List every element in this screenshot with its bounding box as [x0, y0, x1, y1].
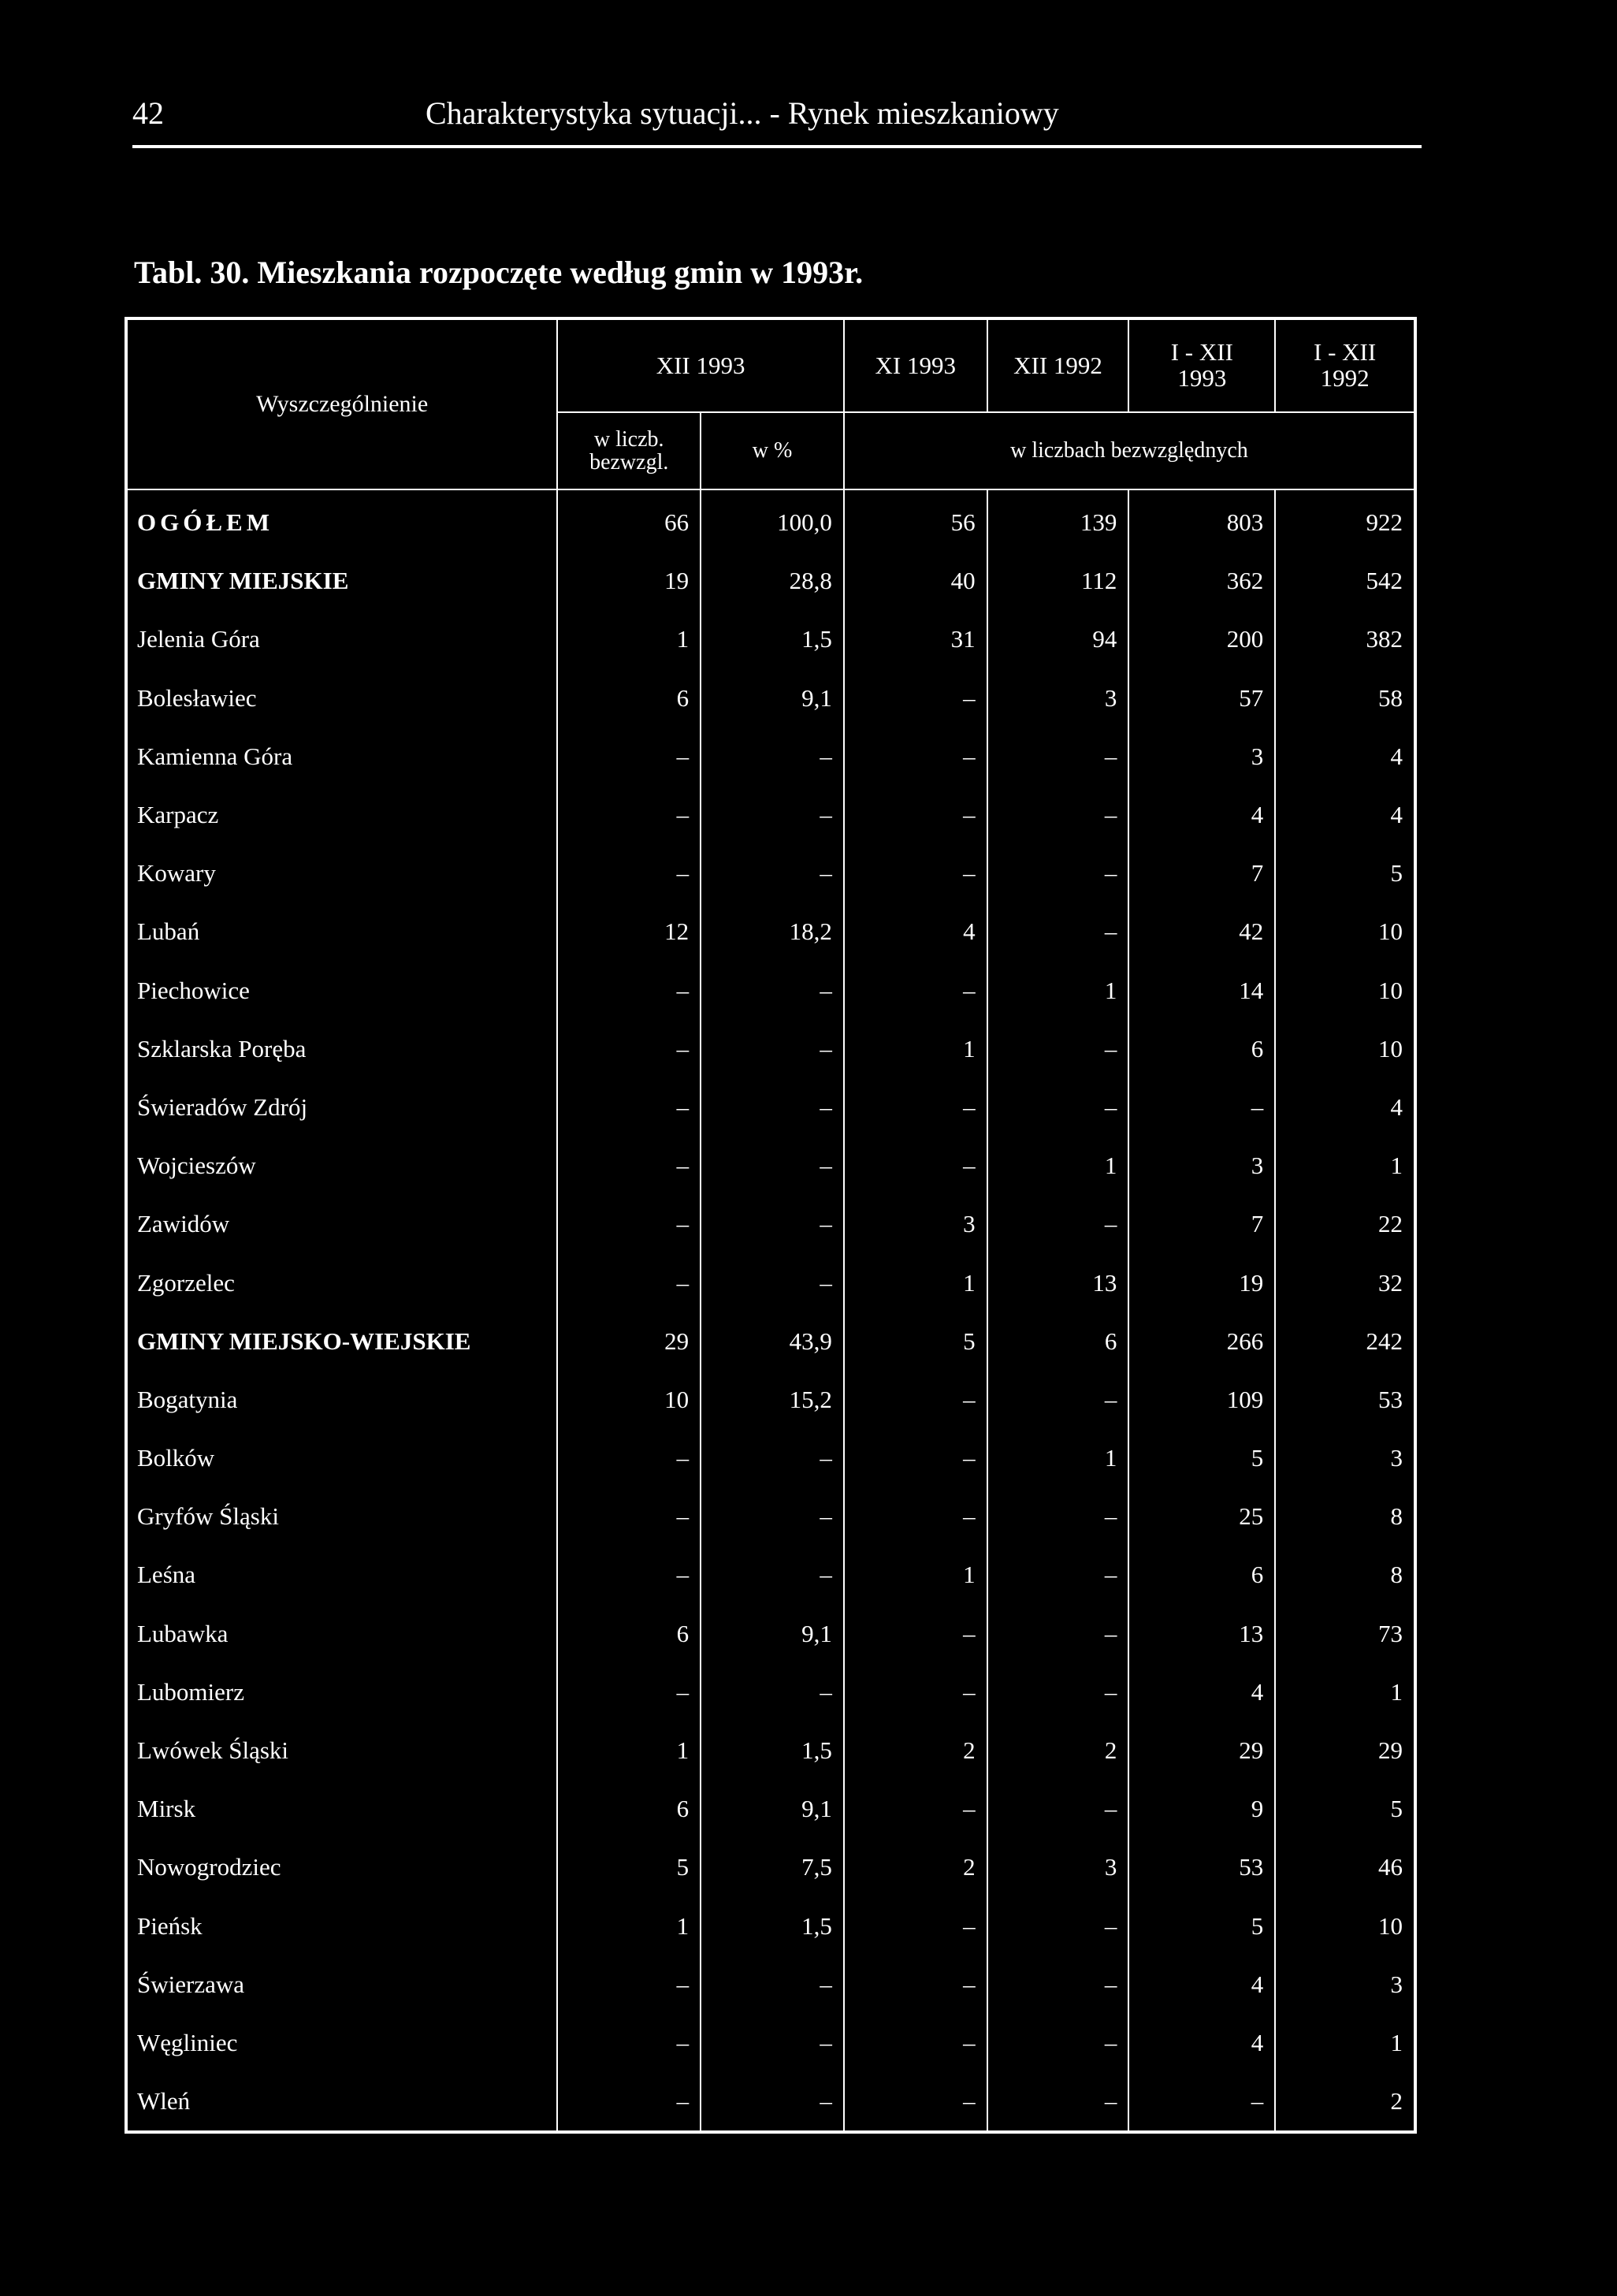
- cell-c3: –: [844, 669, 987, 728]
- cell-c5: 4: [1128, 2014, 1275, 2072]
- cell-c6: 73: [1275, 1605, 1415, 1663]
- cell-c4: –: [987, 728, 1129, 786]
- cell-c1: 12: [557, 902, 701, 961]
- row-label: Jelenia Góra: [126, 610, 557, 668]
- table-row: [126, 902, 1415, 961]
- cell-c5: 6: [1128, 1546, 1275, 1604]
- cell-c1: –: [557, 1078, 701, 1137]
- cell-c4: –: [987, 1605, 1129, 1663]
- cell-c3: 2: [844, 1721, 987, 1780]
- cell-c5: 266: [1128, 1312, 1275, 1371]
- cell-c4: 112: [987, 552, 1129, 610]
- row-label: Bolesławiec: [126, 669, 557, 728]
- cell-c6: 5: [1275, 1780, 1415, 1838]
- row-label: Wleń: [126, 2072, 557, 2132]
- row-label: Świerzawa: [126, 1956, 557, 2014]
- row-label: Lubań: [126, 902, 557, 961]
- cell-c5: 13: [1128, 1605, 1275, 1663]
- row-label: GMINY MIEJSKO-WIEJSKIE: [126, 1312, 557, 1371]
- cell-c6: 3: [1275, 1956, 1415, 2014]
- cell-c5: 14: [1128, 962, 1275, 1020]
- running-title: Charakterystyka sytuacji... - Rynek mieszkaniowy: [426, 95, 1059, 131]
- row-label: Bogatynia: [126, 1371, 557, 1429]
- cell-c6: 58: [1275, 669, 1415, 728]
- cell-c6: 4: [1275, 786, 1415, 844]
- cell-c4: –: [987, 786, 1129, 844]
- cell-c3: –: [844, 1663, 987, 1721]
- cell-c6: 922: [1275, 489, 1415, 552]
- header-label-column: Wyszczególnienie: [126, 318, 557, 489]
- row-label: Karpacz: [126, 786, 557, 844]
- cell-c1: –: [557, 962, 701, 1020]
- cell-c2: 28,8: [701, 552, 844, 610]
- cell-c4: 2: [987, 1721, 1129, 1780]
- cell-c2: –: [701, 1078, 844, 1137]
- cell-c3: –: [844, 1137, 987, 1195]
- cell-c2: –: [701, 1663, 844, 1721]
- table-row: [126, 1253, 1415, 1312]
- cell-c6: 46: [1275, 1838, 1415, 1896]
- cell-c3: 40: [844, 552, 987, 610]
- row-label: Bolków: [126, 1429, 557, 1487]
- cell-c6: 3: [1275, 1429, 1415, 1487]
- cell-c4: 139: [987, 489, 1129, 552]
- cell-c6: 5: [1275, 844, 1415, 902]
- cell-c4: 1: [987, 1137, 1129, 1195]
- cell-c1: –: [557, 1956, 701, 2014]
- row-label: Lwówek Śląski: [126, 1721, 557, 1780]
- cell-c6: 8: [1275, 1487, 1415, 1546]
- cell-c4: –: [987, 1020, 1129, 1078]
- cell-c1: –: [557, 844, 701, 902]
- cell-c1: 19: [557, 552, 701, 610]
- table-row: [126, 1780, 1415, 1838]
- cell-c3: –: [844, 1780, 987, 1838]
- table-row: [126, 844, 1415, 902]
- cell-c3: 1: [844, 1546, 987, 1604]
- header-i-xii-1993-line1: I - XII: [1170, 338, 1233, 367]
- cell-c1: 1: [557, 610, 701, 668]
- cell-c2: 1,5: [701, 1897, 844, 1956]
- header-absolute-line1: w liczb.: [593, 426, 664, 452]
- cell-c1: 1: [557, 1897, 701, 1956]
- cell-c2: 18,2: [701, 902, 844, 961]
- cell-c5: 4: [1128, 1956, 1275, 2014]
- table-row: [126, 1429, 1415, 1487]
- cell-c5: 7: [1128, 844, 1275, 902]
- cell-c3: –: [844, 962, 987, 1020]
- header-i-xii-1992-line2: 1992: [1320, 364, 1370, 392]
- cell-c1: 29: [557, 1312, 701, 1371]
- cell-c5: 57: [1128, 669, 1275, 728]
- cell-c6: 32: [1275, 1253, 1415, 1312]
- table-row: [126, 1078, 1415, 1137]
- table-row: [126, 2072, 1415, 2132]
- cell-c1: –: [557, 1020, 701, 1078]
- cell-c6: 1: [1275, 1137, 1415, 1195]
- cell-c2: 15,2: [701, 1371, 844, 1429]
- cell-c5: 25: [1128, 1487, 1275, 1546]
- cell-c2: –: [701, 1956, 844, 2014]
- table-row: [126, 1195, 1415, 1253]
- cell-c5: –: [1128, 1078, 1275, 1137]
- cell-c4: –: [987, 1078, 1129, 1137]
- cell-c4: –: [987, 1897, 1129, 1956]
- cell-c2: 1,5: [701, 610, 844, 668]
- cell-c6: 10: [1275, 962, 1415, 1020]
- cell-c1: 10: [557, 1371, 701, 1429]
- row-label: Szklarska Poręba: [126, 1020, 557, 1078]
- cell-c2: 1,5: [701, 1721, 844, 1780]
- cell-c2: 43,9: [701, 1312, 844, 1371]
- cell-c1: 66: [557, 489, 701, 552]
- cell-c2: 100,0: [701, 489, 844, 552]
- cell-c5: 9: [1128, 1780, 1275, 1838]
- cell-c5: 4: [1128, 1663, 1275, 1721]
- cell-c6: 29: [1275, 1721, 1415, 1780]
- cell-c1: 6: [557, 669, 701, 728]
- cell-c3: 2: [844, 1838, 987, 1896]
- header-xii-1992: XII 1992: [987, 318, 1129, 412]
- table-row: [126, 728, 1415, 786]
- cell-c5: 53: [1128, 1838, 1275, 1896]
- cell-c2: –: [701, 1546, 844, 1604]
- cell-c1: 5: [557, 1838, 701, 1896]
- cell-c3: 4: [844, 902, 987, 961]
- table-row: [126, 2014, 1415, 2072]
- cell-c3: –: [844, 1371, 987, 1429]
- cell-c4: –: [987, 2072, 1129, 2132]
- cell-c5: 29: [1128, 1721, 1275, 1780]
- cell-c4: –: [987, 902, 1129, 961]
- cell-c2: 9,1: [701, 1780, 844, 1838]
- row-label: Piechowice: [126, 962, 557, 1020]
- table-row: [126, 1897, 1415, 1956]
- cell-c1: –: [557, 1487, 701, 1546]
- cell-c4: 1: [987, 1429, 1129, 1487]
- cell-c4: –: [987, 1195, 1129, 1253]
- housing-starts-table: [125, 317, 1417, 2134]
- cell-c1: –: [557, 2014, 701, 2072]
- cell-c6: 1: [1275, 1663, 1415, 1721]
- header-xii-1993: XII 1993: [557, 318, 844, 412]
- table-row: [126, 610, 1415, 668]
- cell-c5: –: [1128, 2072, 1275, 2132]
- header-i-xii-1992: [1275, 318, 1415, 412]
- row-label: Kowary: [126, 844, 557, 902]
- cell-c6: 542: [1275, 552, 1415, 610]
- cell-c1: –: [557, 1195, 701, 1253]
- cell-c4: –: [987, 1956, 1129, 2014]
- row-label: Świeradów Zdrój: [126, 1078, 557, 1137]
- cell-c1: –: [557, 1546, 701, 1604]
- cell-c5: 5: [1128, 1897, 1275, 1956]
- header-i-xii-1993-line2: 1993: [1177, 364, 1227, 392]
- cell-c2: 9,1: [701, 1605, 844, 1663]
- table-row: [126, 1371, 1415, 1429]
- cell-c3: –: [844, 1897, 987, 1956]
- cell-c5: 6: [1128, 1020, 1275, 1078]
- table-row: [126, 1487, 1415, 1546]
- header-xi-1993: XI 1993: [844, 318, 987, 412]
- cell-c5: 803: [1128, 489, 1275, 552]
- cell-c3: –: [844, 844, 987, 902]
- cell-c5: 200: [1128, 610, 1275, 668]
- cell-c4: 94: [987, 610, 1129, 668]
- cell-c4: –: [987, 1663, 1129, 1721]
- cell-c1: –: [557, 1663, 701, 1721]
- cell-c3: 1: [844, 1253, 987, 1312]
- row-label: Gryfów Śląski: [126, 1487, 557, 1546]
- cell-c2: –: [701, 786, 844, 844]
- cell-c6: 10: [1275, 902, 1415, 961]
- table-body: [126, 489, 1415, 2132]
- row-label: Mirsk: [126, 1780, 557, 1838]
- cell-c4: 3: [987, 669, 1129, 728]
- cell-c1: –: [557, 1253, 701, 1312]
- cell-c3: –: [844, 1429, 987, 1487]
- cell-c6: 2: [1275, 2072, 1415, 2132]
- cell-c4: –: [987, 1487, 1129, 1546]
- cell-c6: 53: [1275, 1371, 1415, 1429]
- cell-c1: –: [557, 728, 701, 786]
- cell-c2: –: [701, 1195, 844, 1253]
- cell-c6: 242: [1275, 1312, 1415, 1371]
- cell-c5: 3: [1128, 1137, 1275, 1195]
- cell-c2: –: [701, 2014, 844, 2072]
- cell-c3: –: [844, 786, 987, 844]
- cell-c2: –: [701, 2072, 844, 2132]
- cell-c3: –: [844, 2014, 987, 2072]
- cell-c5: 362: [1128, 552, 1275, 610]
- table-row: [126, 1020, 1415, 1078]
- table-row: [126, 962, 1415, 1020]
- cell-c3: 31: [844, 610, 987, 668]
- cell-c3: 3: [844, 1195, 987, 1253]
- cell-c2: –: [701, 1429, 844, 1487]
- cell-c3: –: [844, 1605, 987, 1663]
- cell-c6: 382: [1275, 610, 1415, 668]
- cell-c4: 6: [987, 1312, 1129, 1371]
- cell-c2: –: [701, 728, 844, 786]
- cell-c6: 1: [1275, 2014, 1415, 2072]
- cell-c6: 10: [1275, 1897, 1415, 1956]
- cell-c3: 5: [844, 1312, 987, 1371]
- row-label: GMINY MIEJSKIE: [126, 552, 557, 610]
- cell-c2: –: [701, 962, 844, 1020]
- table-row: [126, 552, 1415, 610]
- row-label: Lubawka: [126, 1605, 557, 1663]
- header-i-xii-1992-line1: I - XII: [1314, 338, 1377, 367]
- table-row: [126, 489, 1415, 552]
- cell-c1: –: [557, 786, 701, 844]
- table-row: [126, 1312, 1415, 1371]
- table-row: [126, 669, 1415, 728]
- cell-c3: –: [844, 728, 987, 786]
- cell-c1: –: [557, 2072, 701, 2132]
- table-row: [126, 1721, 1415, 1780]
- cell-c3: 56: [844, 489, 987, 552]
- cell-c2: –: [701, 844, 844, 902]
- cell-c4: –: [987, 1780, 1129, 1838]
- page-header: [132, 88, 1422, 148]
- cell-c5: 42: [1128, 902, 1275, 961]
- cell-c4: –: [987, 1371, 1129, 1429]
- table-row: [126, 1137, 1415, 1195]
- cell-c3: –: [844, 1956, 987, 2014]
- cell-c5: 109: [1128, 1371, 1275, 1429]
- table-row: [126, 1663, 1415, 1721]
- cell-c5: 5: [1128, 1429, 1275, 1487]
- cell-c6: 4: [1275, 728, 1415, 786]
- cell-c3: –: [844, 2072, 987, 2132]
- cell-c2: 9,1: [701, 669, 844, 728]
- row-label: Węgliniec: [126, 2014, 557, 2072]
- cell-c4: –: [987, 844, 1129, 902]
- table-title: Tabl. 30. Mieszkania rozpoczęte według gmin w 1993r.: [134, 255, 864, 290]
- table-row: [126, 1546, 1415, 1604]
- cell-c5: 3: [1128, 728, 1275, 786]
- table-row: [126, 786, 1415, 844]
- row-label: Zawidów: [126, 1195, 557, 1253]
- cell-c6: 4: [1275, 1078, 1415, 1137]
- cell-c5: 4: [1128, 786, 1275, 844]
- header-absolute-numbers: [557, 412, 701, 489]
- row-label: Wojcieszów: [126, 1137, 557, 1195]
- cell-c1: 1: [557, 1721, 701, 1780]
- cell-c4: 3: [987, 1838, 1129, 1896]
- cell-c1: 6: [557, 1780, 701, 1838]
- cell-c4: –: [987, 1546, 1129, 1604]
- cell-c4: 13: [987, 1253, 1129, 1312]
- table-row: [126, 1956, 1415, 2014]
- cell-c3: 1: [844, 1020, 987, 1078]
- cell-c2: –: [701, 1137, 844, 1195]
- cell-c1: 6: [557, 1605, 701, 1663]
- header-absolute-line2: bezwzgl.: [589, 450, 669, 474]
- row-label: Nowogrodziec: [126, 1838, 557, 1896]
- header-i-xii-1993: [1128, 318, 1275, 412]
- table-row: [126, 1605, 1415, 1663]
- row-label: Pieńsk: [126, 1897, 557, 1956]
- cell-c6: 8: [1275, 1546, 1415, 1604]
- cell-c5: 19: [1128, 1253, 1275, 1312]
- header-absolute-group: w liczbach bezwzględnych: [844, 412, 1415, 489]
- cell-c4: –: [987, 2014, 1129, 2072]
- cell-c2: –: [701, 1020, 844, 1078]
- cell-c2: –: [701, 1253, 844, 1312]
- cell-c1: –: [557, 1137, 701, 1195]
- row-label: Lubomierz: [126, 1663, 557, 1721]
- cell-c5: 7: [1128, 1195, 1275, 1253]
- cell-c4: 1: [987, 962, 1129, 1020]
- row-label: Leśna: [126, 1546, 557, 1604]
- row-label: OGÓŁEM: [126, 489, 557, 552]
- cell-c3: –: [844, 1487, 987, 1546]
- cell-c3: –: [844, 1078, 987, 1137]
- cell-c2: 7,5: [701, 1838, 844, 1896]
- cell-c6: 22: [1275, 1195, 1415, 1253]
- row-label: Kamienna Góra: [126, 728, 557, 786]
- row-label: Zgorzelec: [126, 1253, 557, 1312]
- cell-c6: 10: [1275, 1020, 1415, 1078]
- header-percent: w %: [701, 412, 844, 489]
- cell-c2: –: [701, 1487, 844, 1546]
- page-number: 42: [132, 95, 164, 131]
- cell-c1: –: [557, 1429, 701, 1487]
- table-row: [126, 1838, 1415, 1896]
